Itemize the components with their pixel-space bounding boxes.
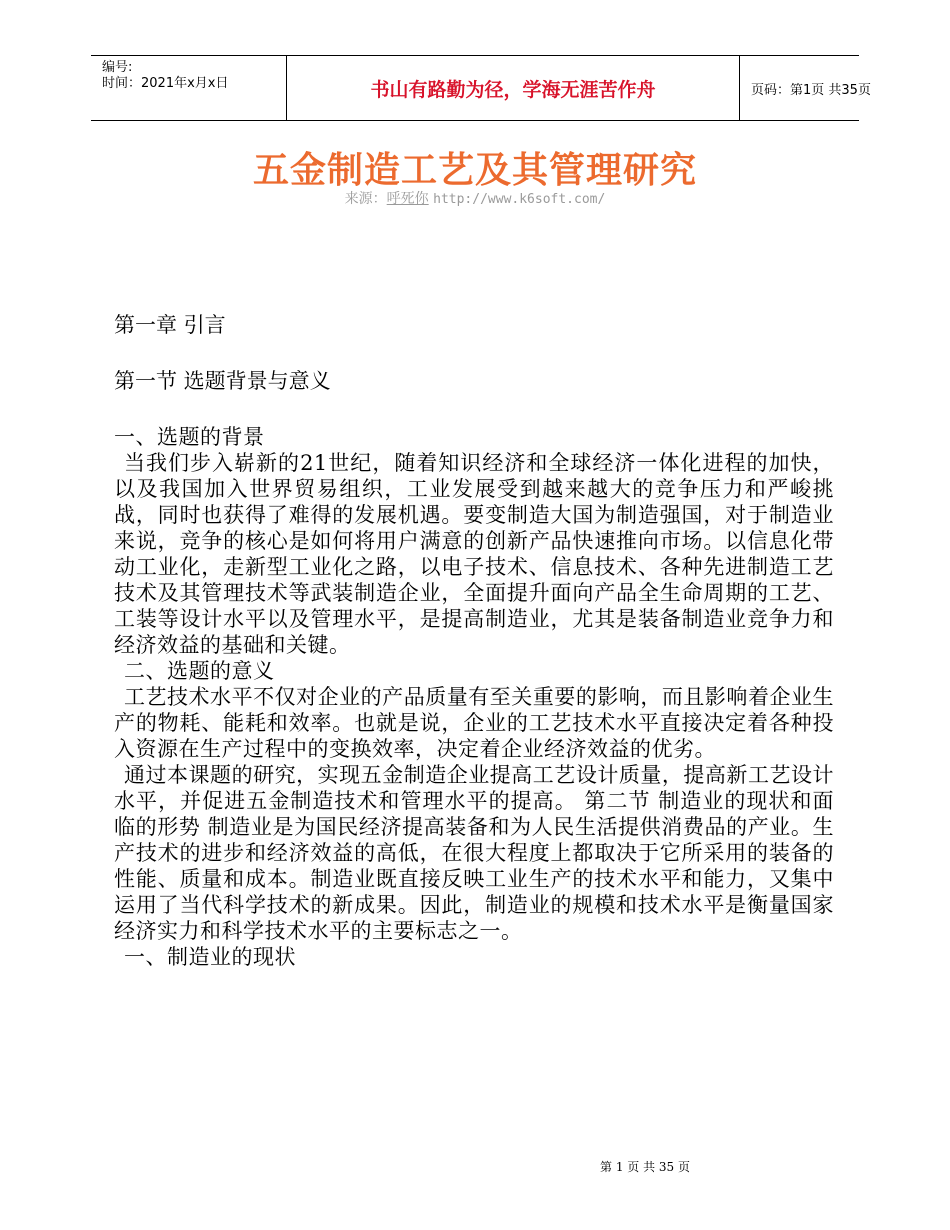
- subsection-heading-background: 一、选题的背景: [114, 425, 265, 449]
- paragraph-significance-2: 通过本课题的研究，实现五金制造企业提高工艺设计质量，提高新工艺设计水平，并促进五金制造技术和管理水平的提高。 第二节 制造业的现状和面临的形势 制造业是为国民经济提高装备和为人民生活提供消费品的产业。生产技术的进步和经济效益的高低，在很大程度上都取决于它所采用的装备的性能、质量和成本。制造业既直接反映工业生产的技术水平和能力，又集中运用了当代科学技术的新成果。因此，制造业的规模和技术水平是衡量国家经济实力和科学技术水平的主要标志之一。: [114, 763, 834, 943]
- paragraph-significance-1: 工艺技术水平不仅对企业的产品质量有至关重要的影响，而且影响着企业生产的物耗、能耗和效率。也就是说，企业的工艺技术水平直接决定着各种投入资源在生产过程中的变换效率，决定着企业经济效益的优劣。: [114, 685, 834, 761]
- source-author-link[interactable]: 呼死你: [386, 191, 429, 207]
- header-motto: 书山有路勤为径，学海无涯苦作舟: [286, 56, 740, 120]
- section-heading: 第一节 选题背景与意义: [114, 369, 331, 393]
- subsection-heading-significance: 二、选题的意义: [124, 659, 275, 683]
- header-meta: [91, 56, 285, 120]
- chapter-heading: 第一章 引言: [114, 313, 226, 337]
- document-body: [114, 312, 834, 970]
- header-table: [91, 55, 871, 121]
- paragraph-background: 当我们步入崭新的21世纪，随着知识经济和全球经济一体化进程的加快，以及我国加入世界贸易组织，工业发展受到越来越大的竞争压力和严峻挑战，同时也获得了难得的发展机遇。要变制造大国为制造强国，对于制造业来说，竞争的核心是如何将用户满意的创新产品快速推向市场。以信息化带动工业化，走新型工业化之路，以电子技术、信息技术、各种先进制造工艺技术及其管理技术等武装制造企业，全面提升面向产品全生命周期的工艺、工装等设计水平以及管理水平，是提高制造业，尤其是装备制造业竞争力和经济效益的基础和关键。: [114, 451, 834, 657]
- page-footer: 第 1 页 共 35 页: [600, 1160, 690, 1174]
- document-title: 五金制造工艺及其管理研究: [252, 149, 697, 191]
- subsection-heading-status: 一、制造业的现状: [124, 945, 296, 969]
- doc-time-label: 时间：2021年x月x日: [102, 76, 229, 91]
- header-page-info: 页码：第1页 共35页: [751, 82, 871, 98]
- source-label: 来源：: [344, 191, 387, 207]
- doc-number-label: 编号:: [102, 60, 133, 75]
- source-line: [0, 188, 950, 208]
- source-url: http://www.k6soft.com/: [433, 192, 606, 207]
